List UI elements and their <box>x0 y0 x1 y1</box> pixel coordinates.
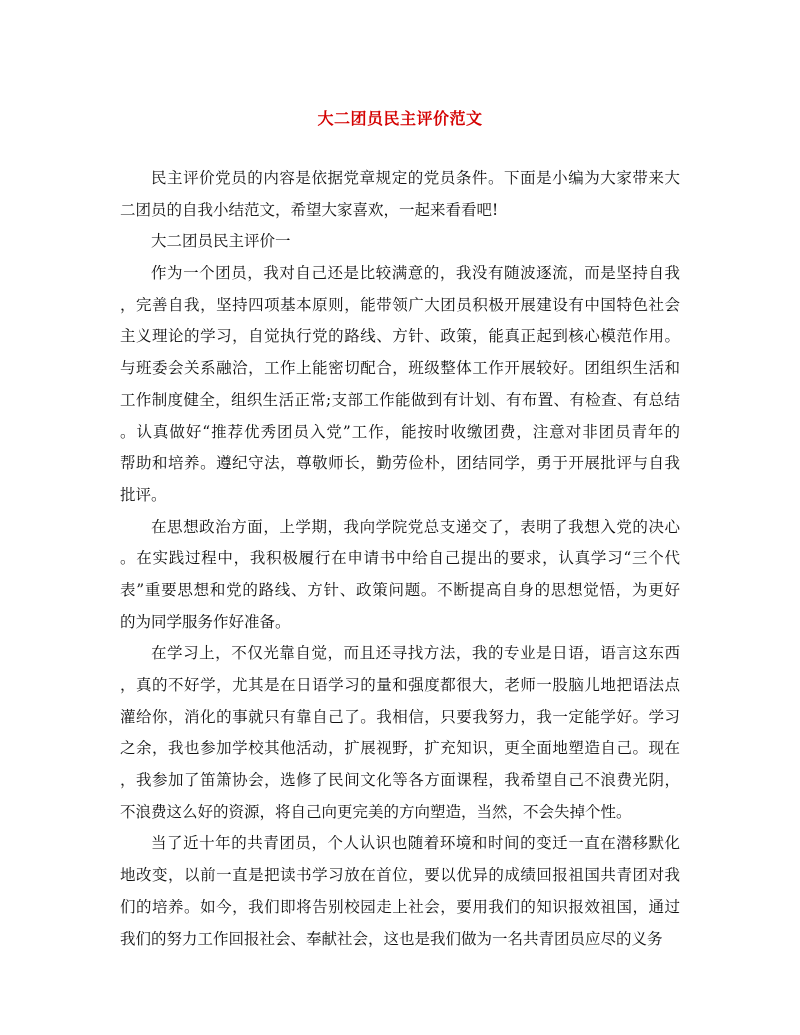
text-line: 民主评价党员的内容是依据党章规定的党员条件。下面是小编为大家带来大 <box>151 169 680 187</box>
text-line: 地改变，以前一直是把读书学习放在首位，要以优异的成绩回报祖国共青团对我 <box>120 866 680 885</box>
text-line: 工作制度健全，组织生活正常;支部工作能做到有计划、有布置、有检查、有总结 <box>120 390 680 409</box>
text-line: ，真的不好学，尤其是在日语学习的量和强度都很大，老师一股脑儿地把语法点 <box>120 676 680 694</box>
text-line: 在思想政治方面，上学期，我向学院党总支递交了，表明了我想入党的决心 <box>151 517 680 536</box>
text-line: 。在实践过程中，我积极履行在申请书中给自己提出的要求，认真学习“三个代 <box>120 549 680 568</box>
document-title: 大二团员民主评价范文 <box>317 109 483 128</box>
text-line: 不浪费这么好的资源，将自己向更完美的方向塑造，当然，不会失掉个性。 <box>120 802 632 821</box>
text-line: 我们的努力工作回报社会、奉献社会，这也是我们做为一名共青团员应尽的义务 <box>120 929 663 948</box>
text-line: 作为一个团员，我对自己还是比较满意的，我没有随波逐流，而是坚持自我 <box>151 264 680 283</box>
text-line: 批评。 <box>120 485 167 504</box>
text-line: ，完善自我，坚持四项基本原则，能带领广大团员积极开展建设有中国特色社会 <box>120 295 680 314</box>
text-line: 与班委会关系融洽，工作上能密切配合，班级整体工作开展较好。团组织生活和 <box>120 359 680 378</box>
text-line: 表”重要思想和党的路线、方针、政策问题。不断提高自身的思想觉悟，为更好 <box>120 580 680 599</box>
text-line: 在学习上，不仅光靠自觉，而且还寻找方法，我的专业是日语，语言这东西 <box>151 644 680 663</box>
text-line: 当了近十年的共青团员，个人认识也随着环境和时间的变迁一直在潜移默化 <box>151 834 680 853</box>
text-line: 主义理论的学习，自觉执行党的路线、方针、政策，能真正起到核心模范作用。 <box>120 327 680 346</box>
text-line: 。认真做好“推荐优秀团员入党”工作，能按时收缴团费，注意对非团员青年的 <box>120 422 680 441</box>
text-line: 二团员的自我小结范文，希望大家喜欢，一起来看看吧! <box>120 200 499 219</box>
text-line: 灌给你，消化的事就只有靠自己了。我相信，只要我努力，我一定能学好。学习 <box>120 707 680 726</box>
text-line: 大二团员民主评价一 <box>151 232 291 251</box>
text-line: 们的培养。如今，我们即将告别校园走上社会，要用我们的知识报效祖国，通过 <box>120 897 680 916</box>
text-line: ，我参加了笛箫协会，选修了民间文化等各方面课程，我希望自己不浪费光阴， <box>120 771 680 790</box>
document-body <box>120 163 680 955</box>
text-line: 的为同学服务作好准备。 <box>120 612 291 631</box>
text-line: 帮助和培养。遵纪守法，尊敬师长，勤劳俭朴，团结同学，勇于开展批评与自我 <box>120 454 680 473</box>
text-line: 之余，我也参加学校其他活动，扩展视野，扩充知识，更全面地塑造自己。现在 <box>120 739 680 758</box>
